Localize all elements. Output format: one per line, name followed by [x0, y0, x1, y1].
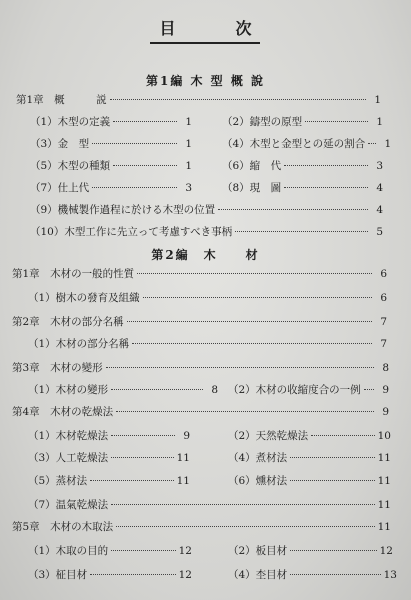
dot-leader: [106, 367, 374, 368]
dot-leader: [111, 457, 173, 458]
toc-entry-page: 10: [377, 430, 391, 442]
dot-leader: [116, 411, 374, 412]
toc-section[interactable]: [228, 450, 391, 466]
toc-entry-label: 第1章 木材の一般的性質: [12, 268, 135, 280]
dot-leader: [132, 343, 372, 344]
toc-entry-page: 8: [211, 384, 218, 396]
toc-section[interactable]: [28, 428, 190, 444]
dot-leader: [111, 504, 374, 505]
dot-leader: [116, 526, 374, 527]
toc-section[interactable]: [228, 382, 389, 398]
toc-entry-label: 第1章 概 説: [16, 94, 107, 106]
toc-section[interactable]: [30, 114, 192, 130]
toc-section[interactable]: [228, 543, 393, 559]
toc-entry-page: 1: [185, 116, 192, 128]
toc-section[interactable]: [30, 224, 383, 240]
toc-entry-label: （5）木型の種類: [30, 160, 111, 172]
toc-entry-label: （2）板目材: [228, 545, 288, 557]
toc-section[interactable]: [28, 290, 387, 306]
dot-leader: [364, 389, 374, 390]
toc-entry-label: （2）天然乾燥法: [228, 430, 309, 442]
toc-entry-page: 11: [377, 521, 391, 533]
toc-entry-label: （1）木取の目的: [28, 545, 109, 557]
toc-entry-page: 11: [377, 452, 391, 464]
part-heading-2: 第2編 木 材: [151, 248, 260, 262]
toc-entry-label: （3）金 型: [30, 138, 90, 150]
toc-entry-label: （6）縮 代: [222, 160, 282, 172]
toc-entry-page: 4: [376, 204, 383, 216]
toc-entry-label: （4）煮材法: [228, 452, 288, 464]
toc-section[interactable]: [28, 543, 192, 559]
dot-leader: [113, 165, 177, 166]
toc-section[interactable]: [28, 567, 192, 583]
toc-section[interactable]: [222, 180, 383, 196]
toc-chapter[interactable]: [12, 404, 389, 420]
toc-entry-label: （1）樹木の發育及組織: [28, 292, 140, 304]
toc-entry-page: 1: [374, 94, 381, 106]
toc-section[interactable]: [28, 473, 190, 489]
toc-chapter[interactable]: [12, 266, 387, 282]
dot-leader: [127, 321, 372, 322]
dot-leader: [111, 550, 175, 551]
dot-leader: [111, 389, 203, 390]
toc-entry-page: 1: [376, 116, 383, 128]
dot-leader: [284, 165, 368, 166]
toc-chapter[interactable]: [12, 314, 387, 330]
toc-entry-label: 第5章 木材の木取法: [12, 521, 114, 533]
toc-entry-page: 1: [185, 138, 192, 150]
toc-entry-page: 9: [382, 384, 389, 396]
toc-entry-page: 7: [380, 338, 387, 350]
toc-entry-page: 11: [377, 475, 391, 487]
toc-section[interactable]: [28, 450, 190, 466]
toc-section[interactable]: [28, 336, 387, 352]
dot-leader: [90, 574, 175, 575]
part-heading-1: 第1編 木 型 概 說: [145, 74, 266, 88]
toc-entry-label: （4）木型と金型との延の割合: [222, 138, 366, 150]
toc-section[interactable]: [222, 136, 392, 152]
toc-entry-page: 3: [376, 160, 383, 172]
toc-chapter[interactable]: [16, 92, 381, 108]
dot-leader: [90, 480, 173, 481]
dot-leader: [290, 457, 374, 458]
dot-leader: [143, 297, 372, 298]
toc-entry-label: （7）仕上代: [30, 182, 90, 194]
toc-entry-page: 1: [384, 138, 392, 150]
toc-section[interactable]: [30, 180, 192, 196]
toc-entry-label: （3）人工乾燥法: [28, 452, 109, 464]
toc-entry-page: 9: [183, 430, 190, 442]
toc-entry-page: 7: [380, 316, 387, 328]
title-underline: [150, 42, 260, 44]
toc-entry-page: 3: [185, 182, 192, 194]
toc-entry-page: 9: [382, 406, 389, 418]
toc-entry-page: 4: [376, 182, 383, 194]
toc-entry-label: （3）柾目材: [28, 569, 88, 581]
dot-leader: [137, 273, 372, 274]
toc-title: 目 次: [159, 19, 274, 38]
dot-leader: [235, 231, 368, 232]
dot-leader: [290, 574, 380, 575]
toc-chapter[interactable]: [12, 519, 391, 535]
dot-leader: [111, 435, 175, 436]
toc-entry-page: 12: [379, 545, 393, 557]
toc-section[interactable]: [28, 497, 391, 513]
dot-leader: [92, 187, 177, 188]
toc-entry-label: 第4章 木材の乾燥法: [12, 406, 114, 418]
toc-entry-label: （1）木型の定義: [30, 116, 111, 128]
toc-entry-label: （7）温氣乾燥法: [28, 499, 109, 511]
toc-chapter[interactable]: [12, 360, 389, 376]
toc-entry-page: 5: [376, 226, 383, 238]
toc-entry-label: （4）杢目材: [228, 569, 288, 581]
toc-entry-page: 13: [383, 569, 397, 581]
toc-entry-label: （2）木材の收縮度合の一例: [228, 384, 361, 396]
toc-section[interactable]: [28, 382, 218, 398]
toc-entry-label: （10）木型工作に先立って考慮すべき事柄: [30, 226, 233, 238]
toc-entry-label: 第2章 木材の部分名稱: [12, 316, 124, 328]
dot-leader: [368, 143, 376, 144]
toc-section[interactable]: [228, 428, 391, 444]
toc-entry-page: 12: [178, 569, 192, 581]
dot-leader: [110, 99, 366, 100]
dot-leader: [290, 480, 374, 481]
toc-entry-page: 11: [176, 475, 190, 487]
toc-entry-label: （2）鑄型の原型: [222, 116, 303, 128]
dot-leader: [305, 121, 368, 122]
dot-leader: [113, 121, 177, 122]
dot-leader: [311, 435, 374, 436]
toc-entry-label: （1）木材の部分名稱: [28, 338, 130, 350]
toc-entry-page: 8: [382, 362, 389, 374]
toc-section[interactable]: [30, 158, 192, 174]
toc-entry-label: （9）機械製作過程に於ける木型の位置: [30, 204, 216, 216]
toc-entry-label: （8）現 圖: [222, 182, 282, 194]
toc-entry-label: （1）木材乾燥法: [28, 430, 109, 442]
dot-leader: [284, 187, 368, 188]
toc-section[interactable]: [228, 473, 391, 489]
toc-entry-page: 11: [176, 452, 190, 464]
toc-section[interactable]: [30, 202, 383, 218]
dot-leader: [290, 550, 376, 551]
toc-entry-page: 12: [178, 545, 192, 557]
toc-section[interactable]: [222, 114, 383, 130]
toc-section[interactable]: [30, 136, 192, 152]
toc-entry-label: （1）木材の變形: [28, 384, 109, 396]
toc-entry-page: 1: [185, 160, 192, 172]
toc-entry-page: 6: [380, 268, 387, 280]
toc-section[interactable]: [228, 567, 397, 583]
toc-entry-label: （6）燻材法: [228, 475, 288, 487]
toc-section[interactable]: [222, 158, 383, 174]
dot-leader: [218, 209, 368, 210]
toc-entry-label: （5）蒸材法: [28, 475, 88, 487]
toc-entry-label: 第3章 木材の變形: [12, 362, 103, 374]
toc-entry-page: 11: [377, 499, 391, 511]
dot-leader: [92, 143, 177, 144]
toc-entry-page: 6: [380, 292, 387, 304]
